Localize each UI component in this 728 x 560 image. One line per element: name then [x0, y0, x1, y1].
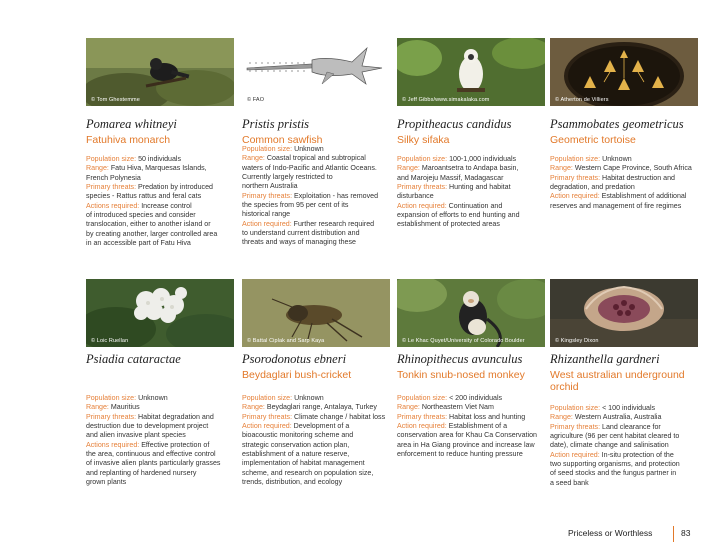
detail-text: destruction due to development project	[86, 422, 209, 431]
detail-line	[86, 202, 217, 211]
species-photo	[86, 279, 234, 347]
detail-text: Predation by introduced	[136, 183, 213, 192]
detail-text: degradation, and predation	[550, 183, 635, 192]
detail-label: Primary threats:	[242, 412, 293, 421]
detail-text: in an accessible part of Fatu Hiva	[86, 239, 191, 248]
detail-line	[397, 394, 537, 403]
detail-text: Climate change / habitat loss	[292, 412, 386, 421]
detail-label: Population size:	[242, 145, 293, 153]
species-common-name: West australian underground orchid	[550, 369, 685, 393]
detail-label: Action required:	[397, 201, 447, 210]
detail-text: Unknown	[136, 394, 168, 402]
species-photo	[550, 38, 698, 106]
detail-label: Range:	[397, 164, 420, 173]
detail-text: Unknown	[292, 394, 324, 402]
detail-line	[86, 422, 220, 431]
detail-label: Primary threats:	[86, 412, 137, 421]
detail-line	[86, 174, 217, 183]
detail-text: Maroantsetra to Andapa basin,	[419, 164, 519, 173]
detail-text: trends, distribution, and ecology	[242, 478, 343, 487]
detail-text: of introduced species and consider	[86, 211, 196, 220]
detail-text: establishment of a nature reserve,	[242, 450, 350, 459]
species-photo	[242, 38, 390, 106]
detail-text: Coastal tropical and subtropical	[264, 154, 366, 163]
detail-text: < 200 individuals	[447, 394, 503, 402]
species-details	[550, 404, 680, 488]
detail-label: Primary threats:	[86, 183, 137, 192]
detail-label: Range:	[397, 403, 420, 412]
detail-label: Actions required:	[86, 201, 140, 210]
detail-line	[397, 164, 520, 173]
species-scientific-name: Pomarea whitneyi	[86, 117, 177, 131]
species-common-name: Fatuhiva monarch	[86, 134, 171, 146]
species-details	[86, 394, 220, 487]
footer-title: Priceless or Worthless	[568, 528, 653, 538]
detail-line	[550, 441, 680, 450]
detail-text: expansion of efforts to end hunting and	[397, 211, 520, 220]
detail-text: conservation area for Khau Ca Conservation	[397, 431, 537, 440]
detail-label: Range:	[550, 164, 573, 173]
detail-line	[86, 403, 220, 412]
species-scientific-name: Rhizanthella gardneri	[550, 352, 660, 366]
detail-text: reserves and management of fire regimes	[550, 201, 682, 210]
species-scientific-name: Pristis pristis	[242, 117, 310, 131]
detail-text: Effective protection of	[139, 440, 210, 449]
detail-label: Primary threats:	[242, 191, 293, 200]
detail-line	[397, 174, 520, 183]
detail-line	[86, 459, 220, 468]
detail-text: Exploitation - has removed	[292, 191, 379, 200]
detail-text: to understand current distribution and	[242, 229, 360, 238]
detail-line	[242, 413, 385, 422]
detail-label: Population size:	[550, 155, 601, 163]
photo-credit: © Tom Ghestemme	[91, 97, 140, 103]
detail-line	[242, 229, 378, 238]
detail-line	[86, 413, 220, 422]
detail-text: the area, continuous and effective control	[86, 450, 216, 459]
detail-line	[242, 394, 385, 403]
detail-label: Primary threats:	[550, 173, 601, 182]
species-details	[397, 394, 537, 459]
detail-text: strategic conservation action plan,	[242, 440, 350, 449]
detail-line	[86, 450, 220, 459]
detail-line	[550, 479, 680, 488]
detail-line	[550, 432, 680, 441]
detail-text: by creating another, larger controlled area	[86, 229, 218, 238]
detail-line	[242, 459, 385, 468]
detail-line	[242, 220, 378, 229]
species-common-name: Geometric tortoise	[550, 134, 636, 146]
photo-credit: © Atherton de Villiers	[555, 97, 609, 103]
detail-line	[242, 154, 378, 163]
detail-text: and replanting of hardened nursery	[86, 468, 197, 477]
species-photo	[397, 38, 545, 106]
detail-label: Population size:	[397, 394, 448, 402]
detail-label: Range:	[86, 403, 109, 412]
detail-text: waters of Indo-Pacific and Atlantic Oceans.	[242, 163, 377, 172]
detail-text: Beydaglari range, Antalaya, Turkey	[264, 403, 377, 412]
detail-text: agriculture (96 per cent habitat cleared to	[550, 432, 680, 441]
detail-line	[397, 403, 537, 412]
detail-line	[397, 183, 520, 192]
detail-line	[242, 145, 378, 154]
species-details	[242, 145, 378, 248]
detail-text: Land clearance for	[600, 422, 661, 431]
detail-label: Range:	[550, 413, 573, 422]
detail-text: of seed stocks and the fungus partner in	[550, 469, 677, 478]
detail-text: and Marojeju Massif, Madagascar	[397, 173, 504, 182]
detail-label: Action required:	[242, 219, 292, 228]
species-common-name: Common sawfish	[242, 134, 323, 146]
detail-text: Establishment of additional	[599, 192, 687, 201]
detail-line	[550, 451, 680, 460]
detail-line	[550, 413, 680, 422]
detail-text: translocation, either to another island or	[86, 220, 211, 229]
species-details	[86, 155, 217, 248]
detail-text: Development of a	[291, 422, 350, 431]
detail-text: Mauritius	[108, 403, 140, 412]
species-photo	[86, 38, 234, 106]
species-photo	[242, 279, 390, 347]
detail-text: < 100 individuals	[600, 404, 656, 412]
detail-text: Unknown	[292, 145, 324, 153]
detail-label: Action required:	[242, 422, 292, 431]
detail-line	[242, 164, 378, 173]
detail-label: Primary threats:	[550, 422, 601, 431]
detail-line	[86, 478, 220, 487]
detail-line	[86, 441, 220, 450]
detail-line	[397, 155, 520, 164]
detail-line	[242, 238, 378, 247]
detail-text: area in Ha Giang province and increase law	[397, 440, 535, 449]
detail-line	[397, 422, 537, 431]
detail-line	[550, 202, 692, 211]
detail-line	[550, 423, 680, 432]
detail-text: disturbance	[397, 192, 434, 201]
detail-line	[550, 460, 680, 469]
detail-text: 50 individuals	[136, 155, 182, 163]
detail-line	[242, 210, 378, 219]
species-common-name: Beydaglari bush-cricket	[242, 369, 352, 381]
detail-text: date), climate change and salinisation	[550, 441, 669, 450]
detail-text: implementation of habitat management	[242, 459, 365, 468]
species-scientific-name: Propitheacus candidus	[397, 117, 512, 131]
footer-divider	[673, 526, 674, 542]
detail-line	[242, 182, 378, 191]
detail-line	[86, 192, 217, 201]
detail-text: the species from 95 per cent of its	[242, 201, 349, 210]
detail-line	[242, 431, 385, 440]
detail-line	[242, 469, 385, 478]
detail-line	[550, 183, 692, 192]
detail-line	[550, 164, 692, 173]
species-scientific-name: Psammobates geometricus	[550, 117, 684, 131]
species-common-name: Tonkin snub-nosed monkey	[397, 369, 525, 381]
detail-text: Continuation and	[446, 201, 503, 210]
detail-text: Further research required	[291, 219, 375, 228]
detail-line	[397, 413, 537, 422]
detail-label: Population size:	[86, 155, 137, 163]
detail-text: enforcement to reduce hunting pressure	[397, 450, 523, 459]
detail-line	[550, 469, 680, 478]
detail-line	[242, 403, 385, 412]
detail-line	[397, 211, 520, 220]
detail-label: Population size:	[242, 394, 293, 402]
detail-text: Currently largely restricted to	[242, 173, 333, 182]
detail-label: Range:	[86, 164, 109, 173]
detail-line	[397, 192, 520, 201]
detail-line	[86, 164, 217, 173]
detail-line	[86, 431, 220, 440]
detail-line	[86, 230, 217, 239]
species-details	[550, 155, 692, 211]
detail-line	[242, 450, 385, 459]
detail-line	[550, 404, 680, 413]
detail-line	[242, 173, 378, 182]
detail-text: Unknown	[600, 155, 632, 163]
species-scientific-name: Psorodonotus ebneri	[242, 352, 347, 366]
detail-text: a seed bank	[550, 478, 589, 487]
detail-text: Habitat destruction and	[600, 173, 675, 182]
detail-text: French Polynesia	[86, 173, 141, 182]
detail-text: establishment of protected areas	[397, 220, 500, 229]
detail-line	[86, 394, 220, 403]
detail-line	[550, 174, 692, 183]
detail-line	[242, 192, 378, 201]
photo-credit: © Le Khac Quyet/University of Colorado Boulder	[402, 338, 525, 344]
detail-label: Population size:	[397, 155, 448, 163]
detail-line	[86, 239, 217, 248]
detail-label: Population size:	[86, 394, 137, 402]
detail-text: Increase control	[139, 201, 192, 210]
detail-text: Habitat degradation and	[136, 412, 214, 421]
detail-text: Fatu Hiva, Marquesas Islands,	[108, 164, 207, 173]
page-number: 83	[681, 528, 691, 538]
species-photo	[550, 279, 698, 347]
detail-text: Establishment of a	[446, 422, 508, 431]
detail-label: Action required:	[550, 450, 600, 459]
detail-line	[242, 478, 385, 487]
detail-line	[397, 220, 520, 229]
detail-text: historical range	[242, 210, 291, 219]
detail-text: Habitat loss and hunting	[447, 412, 526, 421]
detail-text: two supporting organisms, and protection	[550, 460, 680, 469]
photo-credit: © Kingsley Dixon	[555, 338, 599, 344]
photo-credit: © Loic Ruellan	[91, 338, 129, 344]
detail-text: bioacoustic monitoring scheme and	[242, 431, 354, 440]
detail-text: Hunting and habitat	[447, 183, 511, 192]
detail-label: Primary threats:	[397, 183, 448, 192]
detail-label: Range:	[242, 154, 265, 163]
detail-label: Action required:	[397, 422, 447, 431]
detail-line	[86, 183, 217, 192]
detail-text: scheme, and research on population size,	[242, 468, 374, 477]
detail-text: In-situ protection of the	[599, 450, 674, 459]
detail-line	[242, 422, 385, 431]
detail-line	[397, 431, 537, 440]
photo-credit: © Battal Ciplak and Sarp Kaya	[247, 338, 325, 344]
species-common-name: Silky sifaka	[397, 134, 450, 146]
detail-text: threats and ways of managing these	[242, 238, 356, 247]
detail-label: Primary threats:	[397, 412, 448, 421]
detail-label: Range:	[242, 403, 265, 412]
photo-credit: © FAO	[247, 97, 265, 103]
detail-text: species - Rattus rattus and feral cats	[86, 192, 202, 201]
detail-line	[397, 450, 537, 459]
detail-line	[242, 441, 385, 450]
detail-line	[242, 201, 378, 210]
detail-line	[86, 155, 217, 164]
species-scientific-name: Rhinopithecus avunculus	[397, 352, 523, 366]
detail-line	[86, 469, 220, 478]
species-details	[397, 155, 520, 230]
detail-line	[550, 192, 692, 201]
detail-text: grown plants	[86, 478, 127, 487]
detail-label: Action required:	[550, 192, 600, 201]
detail-text: Western Australia, Australia	[572, 413, 662, 422]
detail-text: Western Cape Province, South Africa	[572, 164, 692, 173]
species-photo	[397, 279, 545, 347]
photo-credit: © Jeff Gibbs/www.simakalaka.com	[402, 97, 490, 103]
detail-line	[397, 202, 520, 211]
detail-text: Northeastern Viet Nam	[419, 403, 494, 412]
detail-text: and alien invasive plant species	[86, 431, 186, 440]
species-scientific-name: Psiadia cataractae	[86, 352, 181, 366]
detail-line	[86, 220, 217, 229]
detail-label: Actions required:	[86, 440, 140, 449]
detail-text: 100-1,000 individuals	[447, 155, 517, 163]
detail-line	[397, 441, 537, 450]
detail-line	[550, 155, 692, 164]
detail-line	[86, 211, 217, 220]
detail-text: northern Australia	[242, 182, 298, 191]
detail-label: Population size:	[550, 404, 601, 412]
detail-text: of invasive alien plants particularly grasses	[86, 459, 221, 468]
species-details	[242, 394, 385, 487]
